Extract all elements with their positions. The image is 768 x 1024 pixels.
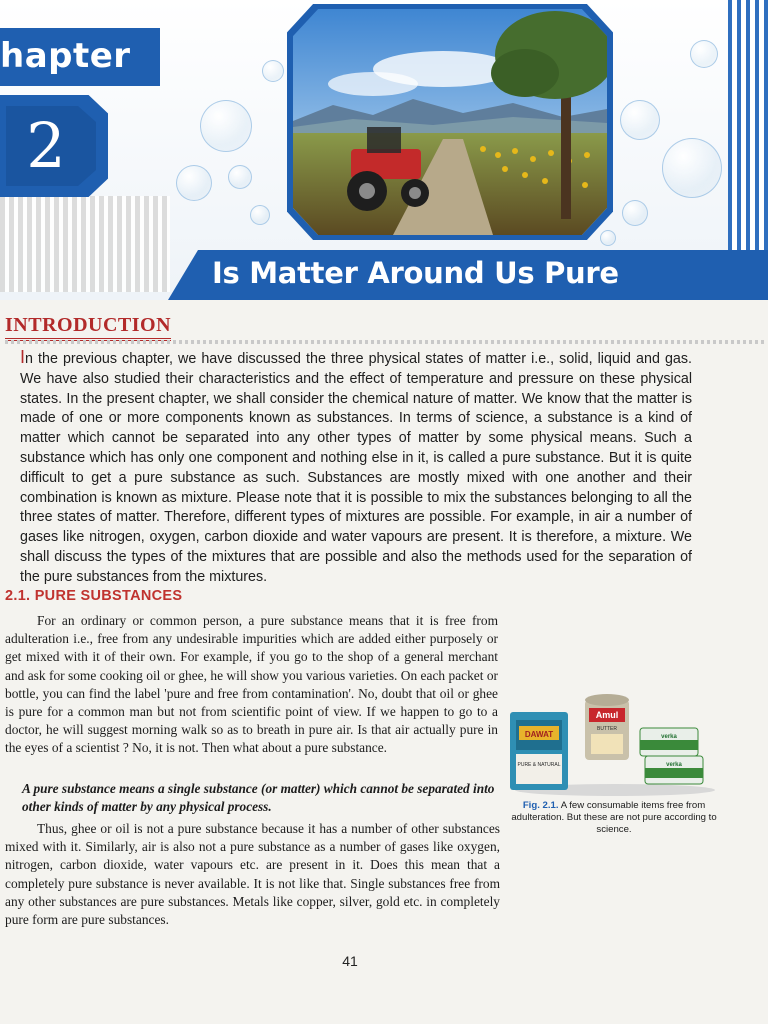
decorative-bubble	[262, 60, 284, 82]
decorative-bubble	[200, 100, 252, 152]
chapter-number: 2	[26, 109, 66, 182]
decorative-bubble	[622, 200, 648, 226]
introduction-heading: INTRODUCTION	[5, 314, 171, 341]
ghee-sub-label: PURE & NATURAL	[517, 762, 561, 768]
decorative-bubble	[690, 40, 718, 68]
farm-tractor-illustration	[293, 9, 607, 235]
figure-number: Fig. 2.1.	[522, 800, 559, 811]
decorative-stripes	[728, 0, 768, 260]
milk-label-1: verka	[661, 734, 677, 740]
ghee-packet-icon	[510, 712, 568, 790]
butter-label: BUTTER	[597, 726, 617, 732]
decorative-bubble	[662, 138, 722, 198]
decorative-bubble	[228, 165, 252, 189]
milk-label-2: verka	[666, 762, 682, 768]
figure-caption	[510, 800, 718, 837]
butter-brand: Amul	[595, 710, 619, 720]
divider	[5, 340, 765, 344]
decorative-bubble	[176, 165, 212, 201]
decorative-bubble	[620, 100, 660, 140]
chapter-title: Is Matter Around Us Pure	[212, 256, 619, 290]
page-number: 41	[342, 953, 358, 969]
figure-caption-text: A few consumable items free from adulteration. But these are not pure according to science.	[511, 800, 717, 836]
decorative-bubble	[250, 205, 270, 225]
hero-image	[293, 9, 607, 235]
section-paragraph-1	[5, 612, 498, 758]
figure-consumables	[505, 690, 720, 800]
consumable-items-illustration	[505, 690, 720, 800]
ghee-label: DAWAT	[524, 730, 554, 739]
decorative-bubble	[600, 230, 616, 246]
definition-text: A pure substance means a single substance (or matter) which cannot be separated into other kinds of matter by any physical process.	[22, 781, 495, 814]
introduction-paragraph	[20, 348, 692, 588]
drop-letter: I	[20, 347, 26, 367]
paragraph-text: For an ordinary or common person, a pure substance means that it is free from adulteration i.e., free from any undesirable impurities which are added either purposely or get mixed with it of their own. For example, if you go to the shop of a general merchant and ask for some cooking oil or ghee, he will show you various varieties. On each packet or bottle, you can find the label 'pure and free from contamination'. No, doubt that oil or ghee is pure for a common man but not from scientific point of view. If we happen to go to a doctor, he will suggest morning walk so as to breath in pure air. Is that air actually pure in the eyes of a scientist ? No, it is not. Then what about a pure substance.	[5, 613, 498, 756]
decorative-stripes	[0, 196, 170, 292]
milk-packet-icon	[640, 728, 703, 784]
section-heading: 2.1. PURE SUBSTANCES	[5, 588, 183, 604]
introduction-text: n the previous chapter, we have discussed the three physical states of matter i.e., solid, liquid and gas. We have also studied their characteristics and the effect of temperature and pressure on these physical states. In the present chapter, we shall consider the chemical nature of matter. We know that the matter is made of one or more components known as substances. In terms of science, a substance is a kind of matter which cannot be separated into any other types of matter by some physical means. Such a substance which has only one component and nothing else in it, is called a pure substance. But it is quite difficult to get a pure substance as such. Substances are mostly mixed with one another and their combination is known as mixture. Please note that it is possible to mix the substances belonging to all the three states of matter. Therefore, different types of mixtures are possible. For example, in air a number of gases like nitrogen, oxygen, carbon dioxide and water vapours are present. It is therefore, a mixture. We shall discuss the types of the mixtures that are possible and also the methods used for the separation of the pure substances from the mixtures.	[20, 351, 692, 585]
paragraph-text: Thus, ghee or oil is not a pure substance because it has a number of other substances mixed with it. Similarly, air is also not a pure substance as a number of gases like oxygen, nitrogen, carbon dioxide, water vapours etc. are present in it. Does this mean that a completely pure substance is never available. It is not like that. Single substances free from any other substances are pure substances. Metals like copper, silver, gold etc. in completely pure form are pure substances.	[5, 821, 500, 928]
chapter-label: hapter	[0, 36, 131, 76]
section-paragraph-2	[5, 820, 500, 929]
butter-tin-icon	[585, 694, 629, 760]
